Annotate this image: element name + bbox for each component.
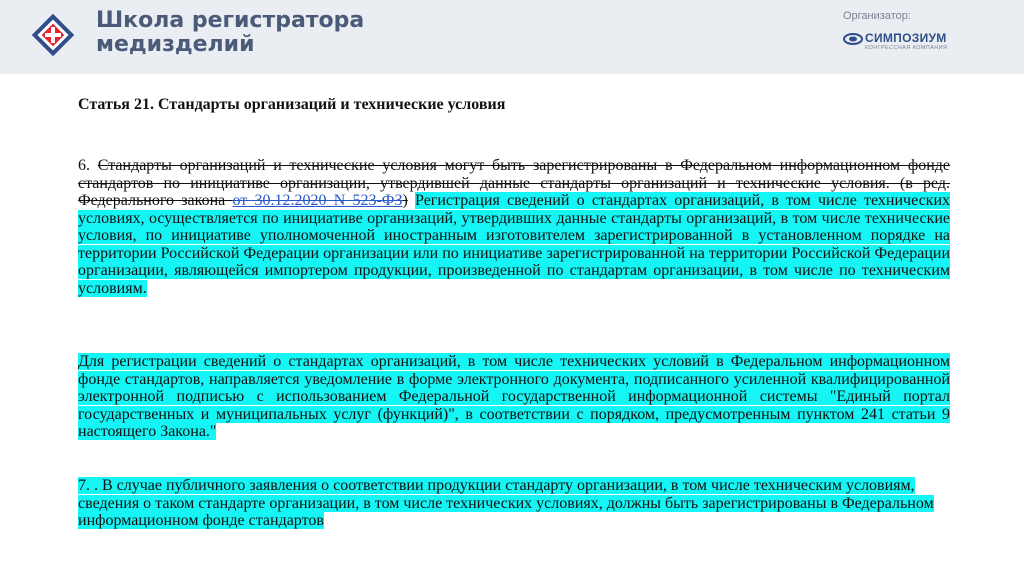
highlighted-new-text: Регистрация сведений о стандартах организаций, в том числе технических условиях, осуществляется по инициативе организаций, утвердивших данные стандарты организаций, в том числе технические условия, по инициативе уполномоченной иностранным изготовителем зарегистрированной в установленном порядке на территории Российской Федерации организации или по инициативе зарегистрированной на территории Российской Федерации организации, являющейся импортером продукции, произведенной по стандартам организации, в том числе по техническим условиям. [78,192,951,297]
struck-text: Стандарты организаций и технические условия могут быть зарегистрированы в Федеральном информационном фонде стандартов по инициативе организации, утвердившей данные стандарты организаций и технические условия. (в ред. Федерального закона [78,157,951,209]
struck-text-end: ) [402,192,408,209]
symposium-logo-icon [843,33,863,45]
highlighted-paragraph-7: 7. . В случае публичного заявления о соответствии продукции стандарту организации, в том числе техническим условиям, сведения о таком стандарте организации, в том числе технических условиях, должны быть зарегистрированы в Федеральном информационном фонде стандартов [78,477,934,529]
article-title: Статья 21. Стандарты организаций и технические условия [78,96,506,113]
school-title [96,9,364,57]
organizer-logo [843,30,993,58]
school-title-line1: Школа регистратора [96,8,365,33]
paragraph-6-number: 6. [78,157,98,174]
law-link[interactable]: от 30.12.2020 N 523-ФЗ [232,192,403,209]
header-bar [0,0,1024,74]
school-title-line2: медизделий [96,32,255,57]
paragraph-6b [78,353,950,441]
highlighted-registration-text: Для регистрации сведений о стандартах организаций, в том числе технических условий в Федеральном информационном фонде стандартов, направляется уведомление в форме электронного документа, подписанного усиленной квалифицированной электронной подписью с использованием Федеральной государственной информационной системы "Единый портал государственных и муниципальных услуг (функций)", в соответствии с порядком, предусмотренным пунктом 241 статьи 9 настоящего Закона." [78,353,950,440]
organizer-label: Организатор: [843,10,911,22]
school-logo-icon [30,12,76,58]
organizer-name: СИМПОЗИУМ [865,31,947,45]
paragraph-7 [78,477,950,530]
organizer-subtitle: КОНГРЕССНАЯ КОМПАНИЯ [865,45,948,51]
paragraph-6 [78,157,950,297]
